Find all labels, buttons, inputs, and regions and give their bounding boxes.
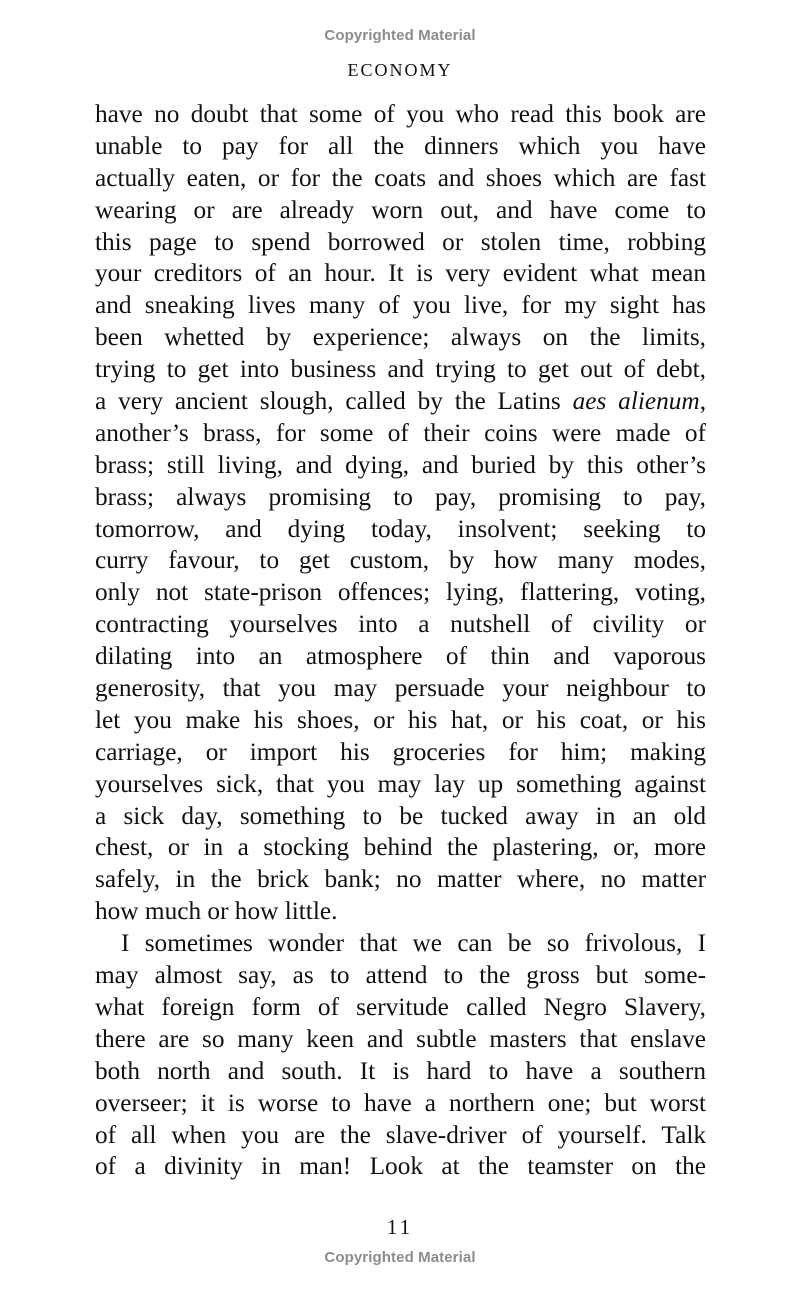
text-line: yourselves sick, that you may lay up something against xyxy=(95,769,706,798)
text-line: what foreign form of servitude called Negro Slavery, xyxy=(95,992,706,1021)
text-line: brass; still living, and dying, and buried by this other’s xyxy=(95,450,706,479)
text-line: chest, or in a stocking behind the plastering, or, more xyxy=(95,833,706,862)
text-line: a sick day, something to be tucked away in an old xyxy=(95,801,706,830)
text-line: I sometimes wonder that we can be so frivolous, I xyxy=(121,929,706,958)
text-line: another’s brass, for some of their coins were made of xyxy=(95,418,706,447)
paragraph-1 xyxy=(95,99,706,928)
text-line: only not state-prison offences; lying, flattering, voting, xyxy=(95,578,706,607)
latin-phrase: aes alienum xyxy=(572,387,700,416)
text-line: trying to get into business and trying to get out of debt, xyxy=(95,355,706,384)
copyright-watermark-top: Copyrighted Material xyxy=(324,27,476,44)
body-text xyxy=(95,99,706,1183)
text-line: both north and south. It is hard to have a southern xyxy=(95,1056,706,1085)
text-line: this page to spend borrowed or stolen time, robbing xyxy=(95,227,706,256)
text-line: been whetted by experience; always on the limits, xyxy=(95,323,706,352)
text-line: contracting yourselves into a nutshell of civility or xyxy=(95,610,706,639)
text-line-with-italic xyxy=(95,386,706,418)
text-line: of a divinity in man! Look at the teamster on the xyxy=(95,1152,706,1181)
text-line: and sneaking lives many of you live, for my sight has xyxy=(95,291,706,320)
copyright-watermark-bottom: Copyrighted Material xyxy=(324,1249,476,1266)
text-line: tomorrow, and dying today, insolvent; seeking to xyxy=(95,514,706,543)
text-line: dilating into an atmosphere of thin and vaporous xyxy=(95,642,706,671)
text-line: generosity, that you may persuade your neighbour to xyxy=(95,674,706,703)
text-line: there are so many keen and subtle masters that enslave xyxy=(95,1024,706,1053)
text-segment: , xyxy=(699,387,707,416)
text-line: curry favour, to get custom, by how many modes, xyxy=(95,546,706,575)
text-line: how much or how little. xyxy=(95,897,338,926)
text-line: may almost say, as to attend to the gross but some- xyxy=(95,961,706,990)
running-head: ECONOMY xyxy=(347,60,453,80)
text-line: safely, in the brick bank; no matter where, no matter xyxy=(95,865,706,894)
text-line: unable to pay for all the dinners which you have xyxy=(95,131,706,160)
text-line: let you make his shoes, or his hat, or his coat, or his xyxy=(95,705,706,734)
text-line: carriage, or import his groceries for him; making xyxy=(95,737,706,766)
text-line: your creditors of an hour. It is very evident what mean xyxy=(95,259,706,288)
text-line: overseer; it is worse to have a northern one; but worst xyxy=(95,1088,706,1117)
text-line: brass; always promising to pay, promising to pay, xyxy=(95,482,706,511)
text-line: wearing or are already worn out, and have come to xyxy=(95,195,706,224)
paragraph-2 xyxy=(95,928,706,1183)
page-number: 11 xyxy=(386,1215,414,1239)
text-segment: a very ancient slough, called by the Latins xyxy=(95,387,573,416)
text-line: have no doubt that some of you who read this book are xyxy=(95,100,706,128)
text-line: of all when you are the slave-driver of yourself. Talk xyxy=(95,1120,706,1149)
text-line: actually eaten, or for the coats and shoes which are fast xyxy=(95,163,706,192)
